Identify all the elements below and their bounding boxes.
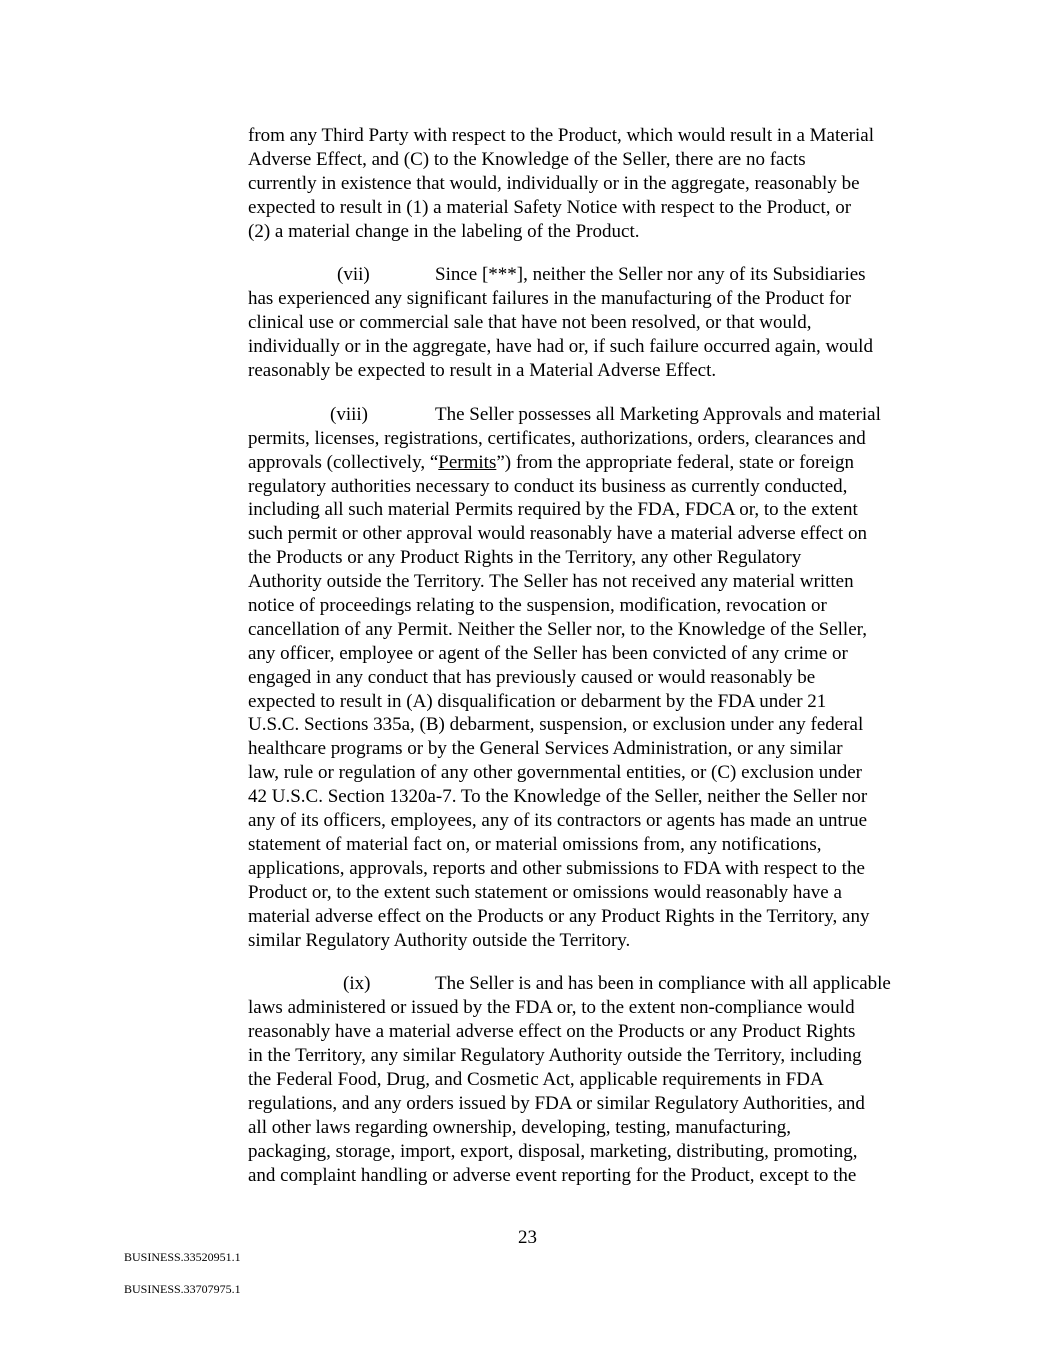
- text-line: including all such material Permits required by the FDA, FDCA or, to the extent: [248, 499, 858, 521]
- defined-term-permits: Permits: [438, 451, 497, 473]
- text-line: all other laws regarding ownership, developing, testing, manufacturing,: [248, 1116, 791, 1138]
- paragraph-number: (viii): [330, 403, 368, 425]
- text-line: currently in existence that would, individually or in the aggregate, reasonably be: [248, 172, 860, 194]
- text-line: regulations, and any orders issued by FDA or similar Regulatory Authorities, and: [248, 1092, 865, 1114]
- text-line: packaging, storage, import, export, disposal, marketing, distributing, promoting,: [248, 1140, 858, 1162]
- text-line: the Products or any Product Rights in the Territory, any other Regulatory: [248, 547, 802, 569]
- text-line: reasonably have a material adverse effect on the Products or any Product Rights: [248, 1021, 856, 1043]
- text-line: approvals (collectively, “Permits”) from the appropriate federal, state or foreign: [248, 451, 855, 473]
- text-line: The Seller possesses all Marketing Approvals and material: [435, 403, 881, 425]
- paragraph-continuation: [248, 124, 934, 243]
- text-line: has experienced any significant failures in the manufacturing of the Product for: [248, 288, 852, 310]
- paragraph-viii: [248, 403, 934, 952]
- text-line: such permit or other approval would reasonably have a material adverse effect on: [248, 523, 868, 545]
- text-line: engaged in any conduct that has previously caused or would reasonably be: [248, 666, 816, 688]
- text-line: expected to result in (1) a material Safety Notice with respect to the Product, or: [248, 196, 852, 218]
- text-line: similar Regulatory Authority outside the Territory.: [248, 929, 631, 951]
- text-line: clinical use or commercial sale that have not been resolved, or that would,: [248, 312, 812, 334]
- text-line: notice of proceedings relating to the suspension, modification, revocation or: [248, 595, 827, 617]
- paragraph-number: (vii): [337, 264, 370, 286]
- paragraph-first-line: [248, 972, 934, 996]
- text-line: (2) a material change in the labeling of the Product.: [248, 220, 640, 242]
- text-line: permits, licenses, registrations, certificates, authorizations, orders, clearances and: [248, 427, 866, 449]
- text-line: the Federal Food, Drug, and Cosmetic Act, applicable requirements in FDA: [248, 1068, 824, 1090]
- text-line: The Seller is and has been in compliance with all applicable: [435, 973, 891, 995]
- text-line: applications, approvals, reports and other submissions to FDA with respect to the: [248, 857, 865, 879]
- text-line: Product or, to the extent such statement or omissions would reasonably have a: [248, 881, 842, 903]
- text-line: and complaint handling or adverse event reporting for the Product, except to the: [248, 1164, 857, 1186]
- text-line: healthcare programs or by the General Services Administration, or any similar: [248, 738, 843, 760]
- paragraph-first-line: [248, 403, 934, 427]
- paragraph-ix: [248, 972, 934, 1187]
- paragraph-vii: [248, 263, 934, 382]
- text-line: Since [***], neither the Seller nor any of its Subsidiaries: [435, 264, 866, 286]
- text-line: laws administered or issued by the FDA or, to the extent non-compliance would: [248, 997, 855, 1019]
- text-line: material adverse effect on the Products or any Product Rights in the Territory, any: [248, 905, 870, 927]
- paragraph-first-line: [248, 263, 934, 287]
- text-line: from any Third Party with respect to the Product, which would result in a Material: [248, 125, 874, 146]
- paragraph-number: (ix): [343, 973, 371, 995]
- text-line: expected to result in (A) disqualification or debarment by the FDA under 21: [248, 690, 827, 712]
- footer-document-id: BUSINESS.33520951.1: [124, 1250, 241, 1264]
- text-line: reasonably be expected to result in a Material Adverse Effect.: [248, 360, 717, 382]
- text-line: any officer, employee or agent of the Seller has been convicted of any crime or: [248, 642, 848, 664]
- text-line: U.S.C. Sections 335a, (B) debarment, suspension, or exclusion under any federal: [248, 714, 864, 736]
- text-line: statement of material fact on, or material omissions from, any notifications,: [248, 833, 822, 855]
- document-body: [248, 124, 934, 1187]
- text-line: any of its officers, employees, any of its contractors or agents has made an untrue: [248, 810, 868, 832]
- text-line: individually or in the aggregate, have had or, if such failure occurred again, would: [248, 336, 873, 358]
- text-line: Authority outside the Territory. The Seller has not received any material written: [248, 571, 854, 593]
- text-line: regulatory authorities necessary to conduct its business as currently conducted,: [248, 475, 848, 497]
- text-line: law, rule or regulation of any other governmental entities, or (C) exclusion under: [248, 762, 862, 784]
- text-line: cancellation of any Permit. Neither the Seller nor, to the Knowledge of the Seller,: [248, 618, 867, 640]
- text-line: 42 U.S.C. Section 1320a-7. To the Knowledge of the Seller, neither the Seller nor: [248, 786, 868, 808]
- text-line: in the Territory, any similar Regulatory Authority outside the Territory, including: [248, 1045, 862, 1067]
- footer-document-id: BUSINESS.33707975.1: [124, 1282, 241, 1296]
- text-line: Adverse Effect, and (C) to the Knowledge of the Seller, there are no facts: [248, 148, 806, 170]
- page-number: 23: [518, 1227, 537, 1248]
